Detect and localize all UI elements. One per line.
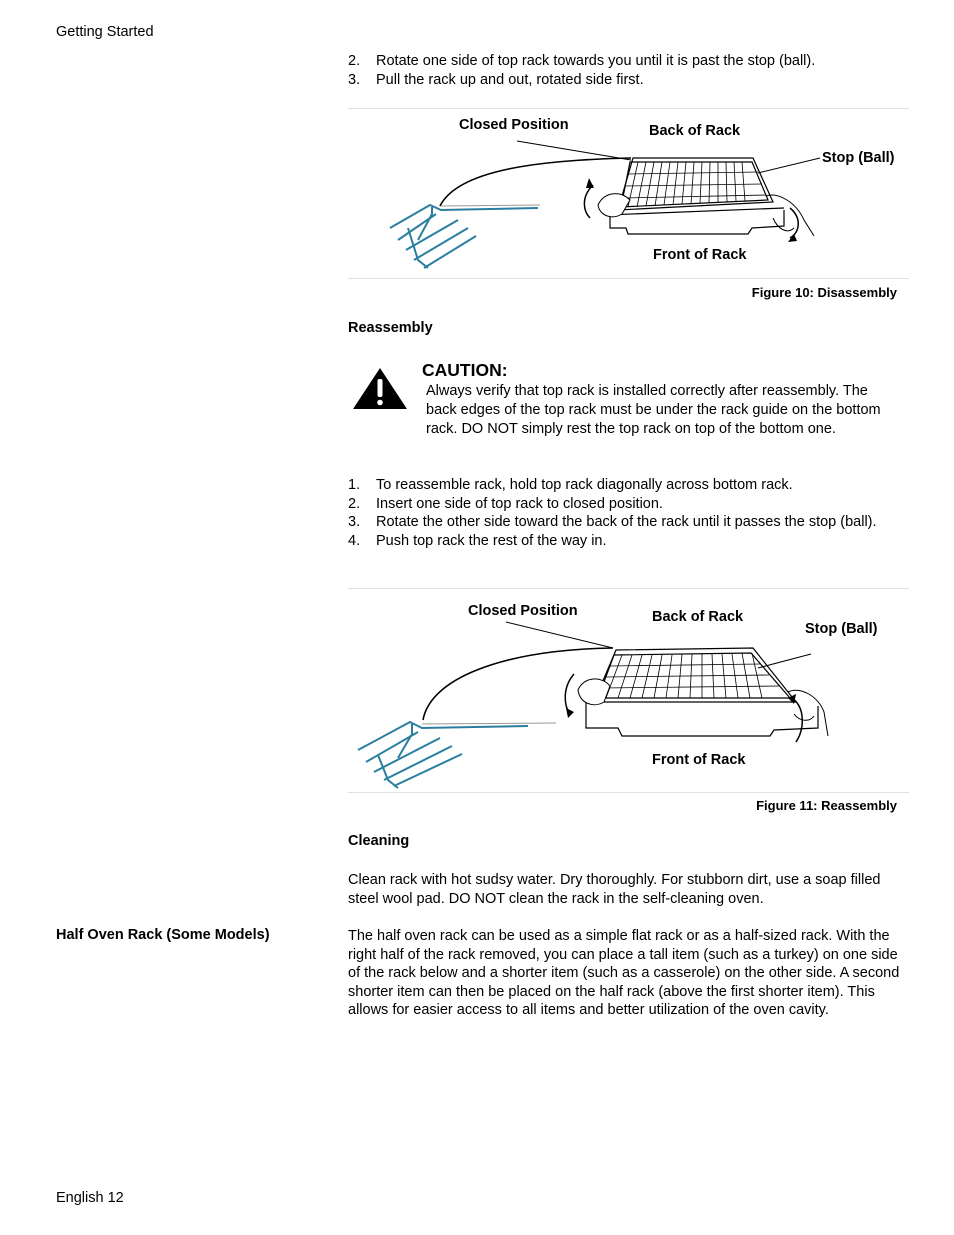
label-stop-ball: Stop (Ball)	[822, 150, 895, 166]
figure-caption: Figure 10: Disassembly	[751, 285, 897, 300]
label-back-of-rack: Back of Rack	[649, 123, 741, 139]
section-heading-half-oven-rack: Half Oven Rack (Some Models)	[56, 927, 270, 943]
caution-title: CAUTION:	[422, 360, 508, 380]
divider	[348, 108, 909, 109]
label-front-of-rack: Front of Rack	[652, 752, 746, 768]
divider	[348, 278, 909, 279]
list-item: 2. Insert one side of top rack to closed position.	[348, 495, 663, 512]
label-stop-ball: Stop (Ball)	[805, 621, 878, 637]
half-rack-text: The half oven rack can be used as a simple flat rack or as a half-sized rack. With the right half of the rack removed, you can place a tall item (such as a turkey) on one side of the rack below and a shorter item (such as a casserole) on the other side. A second shorter item can then be placed on the half rack (above the first shorter item). This allows for easier access to all items and better utilization of the oven cavity.	[348, 928, 900, 1019]
warning-icon	[351, 366, 409, 411]
figure-11-reassembly	[348, 590, 909, 792]
divider	[348, 792, 909, 793]
reassembly-steps	[348, 476, 908, 550]
list-item: 3. Rotate the other side toward the back of the rack until it passes the stop (ball).	[348, 514, 877, 530]
cleaning-text: Clean rack with hot sudsy water. Dry thoroughly. For stubborn dirt, use a soap filled steel wool pad. DO NOT clean the rack in the self-cleaning oven.	[348, 872, 881, 907]
label-closed-position: Closed Position	[468, 603, 578, 619]
label-back-of-rack: Back of Rack	[652, 609, 744, 625]
page-header: Getting Started	[56, 24, 154, 40]
list-item: 2. Rotate one side of top rack towards you until it is past the stop (ball).	[348, 53, 816, 69]
list-item: 3. Pull the rack up and out, rotated side first.	[348, 71, 644, 88]
figure-10-disassembly	[348, 110, 909, 278]
list-item: 1. To reassemble rack, hold top rack diagonally across bottom rack.	[348, 477, 793, 493]
divider	[348, 588, 909, 589]
rack-illustration	[348, 110, 909, 278]
section-heading-reassembly: Reassembly	[348, 320, 433, 336]
list-item: 4. Push top rack the rest of the way in.	[348, 532, 607, 549]
label-front-of-rack: Front of Rack	[653, 247, 747, 263]
disassembly-steps	[348, 52, 908, 89]
figure-caption: Figure 11: Reassembly	[756, 798, 897, 813]
section-heading-cleaning: Cleaning	[348, 833, 410, 849]
caution-text: Always verify that top rack is installed correctly after reassembly. The back edges of the top rack must be under the rack guide on the bottom rack. DO NOT simply rest the top rack on top of the bottom one.	[426, 383, 881, 437]
label-closed-position: Closed Position	[459, 117, 569, 133]
page-footer: English 12	[56, 1190, 124, 1206]
